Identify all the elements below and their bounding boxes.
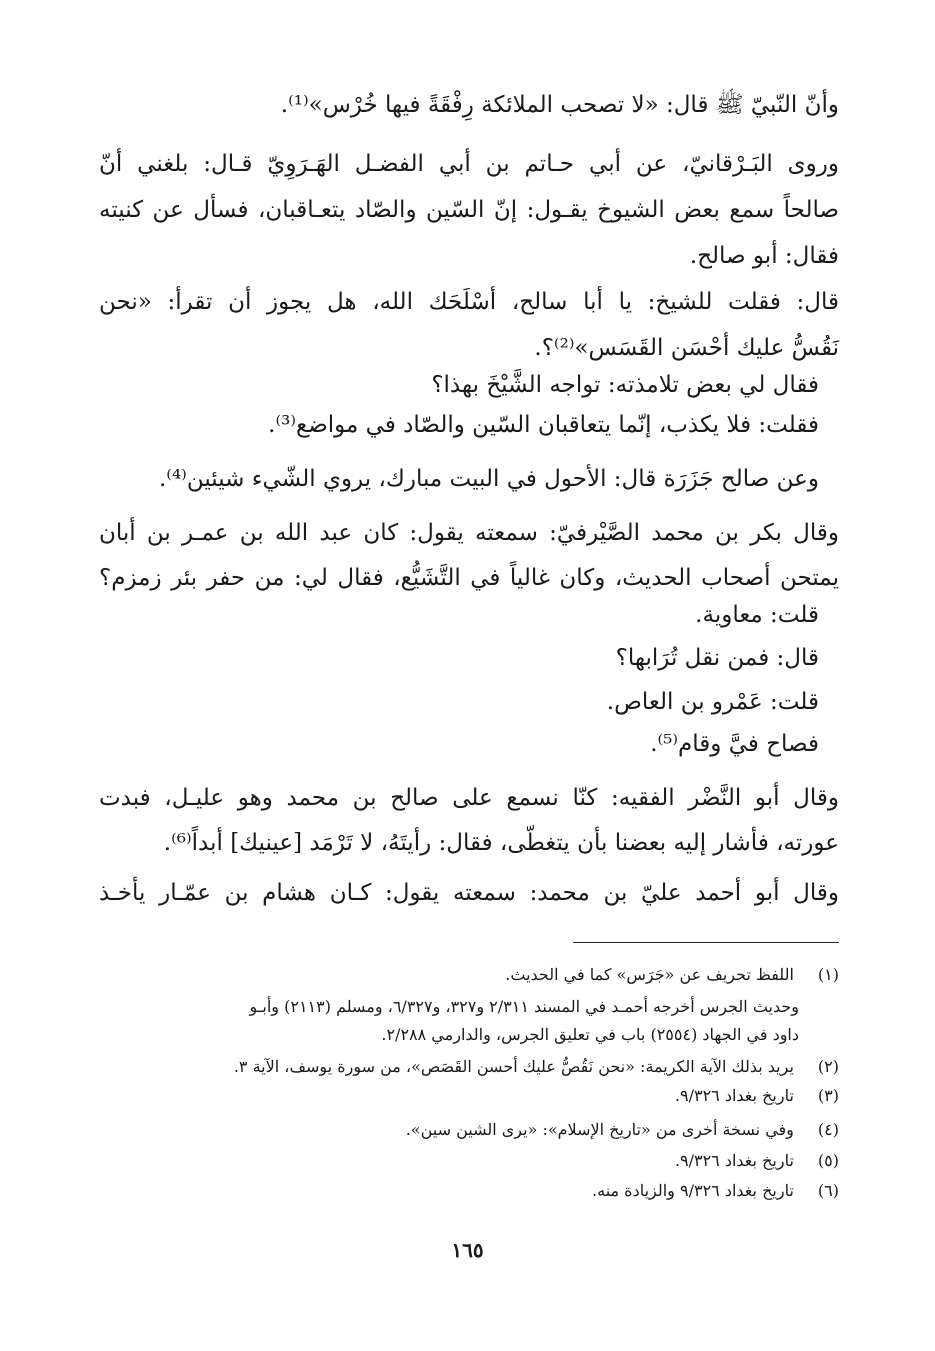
- footnote-separator: [573, 942, 839, 943]
- body-line-6: نَقُسُّ عليك أحْسَن القَسَس»⁽²⁾؟.: [534, 335, 839, 361]
- footnote-text: تاريخ بغداد ٩/٣٢٦.: [674, 1151, 794, 1170]
- footnote-3: [99, 1083, 839, 1108]
- footnote-1-continuation: [99, 994, 839, 1019]
- footnote-number: (١): [817, 965, 839, 984]
- body-line-16: وقال أبو النَّضْر الفقيه: كنّا نسمع على صالح بن محمد وهو عليـل، فبدت: [99, 785, 839, 811]
- footnote-text: وحديث الجرس أخرجه أحمـد في المسند ٢/٣١١ و٣٢٧، و٦/٣٢٧، ومسلم (٢١١٣) وأبـو: [249, 997, 799, 1016]
- footnote-text: تاريخ بغداد ٩/٣٢٦.: [674, 1086, 794, 1105]
- body-line-12: قلت: معاوية.: [695, 602, 819, 628]
- body-line-17: عورته، فأشار إليه بعضنا بأن يتغطّى، فقال: رأيتَهُ، لا تَرْمَد [عينيك] أبداً⁽⁶⁾.: [163, 830, 839, 856]
- footnote-1: [99, 962, 839, 987]
- footnote-1-continuation-2: [99, 1022, 839, 1047]
- body-line-15: فصاح فيَّ وقام⁽⁵⁾.: [650, 731, 819, 757]
- body-line-3: صالحاً سمع بعض الشيوخ يقـول: إنّ السّين والصّاد يتعـاقبان، فسأل عن كنيته: [99, 197, 839, 223]
- footnote-4: [99, 1117, 839, 1142]
- footnote-number: (٦): [817, 1181, 839, 1200]
- footnote-number: (٤): [817, 1120, 839, 1139]
- body-line-1: وأنّ النّبيّ ﷺ قال: «لا تصحب الملائكة رِفْقَةً فيها خُرْس»⁽¹⁾.: [280, 92, 839, 118]
- body-line-11: يمتحن أصحاب الحديث، وكان غالياً في التَّشَيُّع، فقال لي: من حفر بئر زمزم؟: [99, 565, 839, 591]
- footnote-text: يريد بذلك الآية الكريمة: «نحن نَقُصُّ عليك أحسن القَصَص»، من سورة يوسف، الآية ٣.: [233, 1057, 794, 1076]
- footnote-6: [99, 1178, 839, 1203]
- body-line-4: فقال: أبو صالح.: [689, 243, 839, 269]
- body-line-5: قال: فقلت للشيخ: يا أبا سالح، أسْلَحَك الله، هل يجوز أن تقرأ: «نحن: [99, 289, 839, 315]
- footnote-number: (٣): [817, 1086, 839, 1105]
- footnote-text: وفي نسخة أخرى من «تاريخ الإسلام»: «يرى الشين سين».: [405, 1120, 794, 1139]
- footnote-2: [99, 1054, 839, 1079]
- body-line-7: فقال لي بعض تلامذته: تواجه الشَّيْخَ بهذا؟: [431, 372, 819, 398]
- page-number: ١٦٥: [451, 1238, 484, 1262]
- footnote-number: (٥): [817, 1151, 839, 1170]
- body-line-18: وقال أبو أحمد عليّ بن محمد: سمعته يقول: كـان هشام بن عمّـار يأخـذ: [99, 880, 839, 906]
- body-line-13: قال: فمن نقل تُرَابها؟: [615, 645, 819, 671]
- body-line-2: وروى البَـرْقانيّ، عن أبي حـاتم بن أبي الفضـل الهَـرَوِيّ قـال: بلغني أنّ: [99, 151, 839, 177]
- footnote-number: (٢): [817, 1057, 839, 1076]
- body-line-10: وقال بكر بن محمد الصَّيْرفيّ: سمعته يقول: كان عبد الله بن عمـر بن أبان: [99, 520, 839, 546]
- footnote-text: داود في الجهاد (٢٥٥٤) باب في تعليق الجرس، والدارمي ٢/٢٨٨.: [381, 1025, 799, 1044]
- footnote-text: اللفظ تحريف عن «جَرَس» كما في الحديث.: [505, 965, 794, 984]
- body-line-9: وعن صالح جَزَرَة قال: الأحول في البيت مبارك، يروي الشّيء شيئين⁽⁴⁾.: [158, 466, 819, 492]
- footnote-5: [99, 1148, 839, 1173]
- body-line-14: قلت: عَمْرو بن العاص.: [606, 689, 819, 715]
- footnote-text: تاريخ بغداد ٩/٣٢٦ والزيادة منه.: [592, 1181, 794, 1200]
- body-line-8: فقلت: فلا يكذب، إنّما يتعاقبان السّين والصّاد في مواضع⁽³⁾.: [268, 412, 819, 438]
